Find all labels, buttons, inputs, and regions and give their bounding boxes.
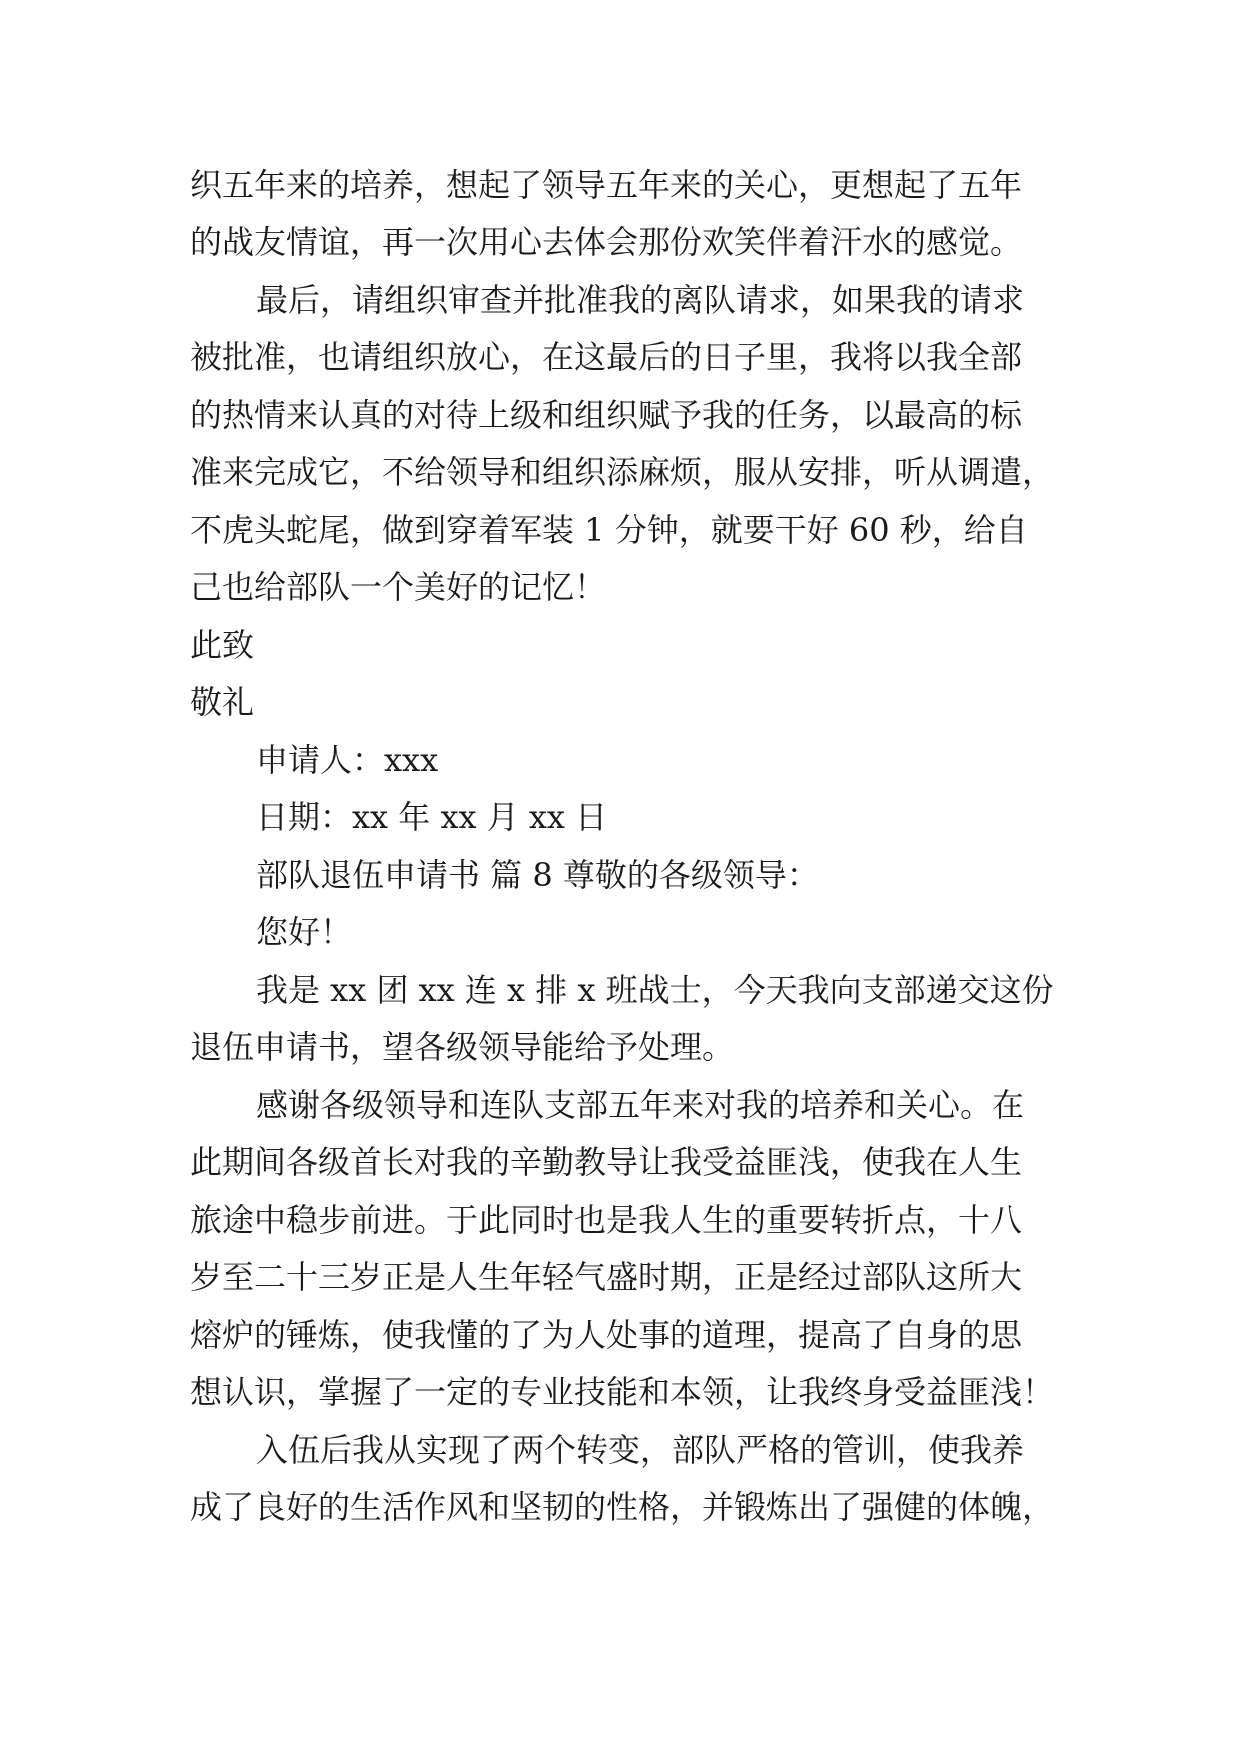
text-line: 的战友情谊，再一次用心去体会那份欢笑伴着汗水的感觉。 — [190, 223, 1023, 261]
text-line: 己也给部队一个美好的记忆！ — [190, 568, 607, 606]
text-line: 被批准，也请组织放心，在这最后的日子里，我将以我全部 — [190, 338, 1023, 376]
text-line: 织五年来的培养，想起了领导五年来的关心，更想起了五年 — [190, 166, 1023, 204]
section-heading: 部队退伍申请书 篇 8 尊敬的各级领导： — [256, 856, 819, 894]
text-line: 旅途中稳步前进。于此同时也是我人生的重要转折点，十八 — [190, 1201, 1023, 1239]
applicant-line: 申请人：xxx — [256, 741, 439, 779]
text-line: 想认识，掌握了一定的专业技能和本领，让我终身受益匪浅！ — [190, 1373, 1055, 1411]
text-line: 熔炉的锤炼，使我懂的了为人处事的道理，提高了自身的思 — [190, 1316, 1023, 1354]
text-line: 我是 xx 团 xx 连 x 排 x 班战士，今天我向支部递交这份 — [256, 971, 1054, 1009]
closing-regards: 敬礼 — [190, 683, 255, 721]
text-line: 不虎头蛇尾，做到穿着军装 1 分钟，就要干好 60 秒，给自 — [190, 511, 1028, 549]
text-line: 退伍申请书，望各级领导能给予处理。 — [190, 1028, 735, 1066]
date-line: 日期：xx 年 xx 月 xx 日 — [256, 798, 608, 836]
text-line: 岁至二十三岁正是人生年轻气盛时期，正是经过部队这所大 — [190, 1258, 1023, 1296]
text-line: 准来完成它，不给领导和组织添麻烦，服从安排，听从调遣， — [190, 453, 1055, 491]
text-line: 此期间各级首长对我的辛勤教导让我受益匪浅，使我在人生 — [190, 1143, 1023, 1181]
text-line: 入伍后我从实现了两个转变，部队严格的管训，使我养 — [256, 1431, 1025, 1469]
text-line: 的热情来认真的对待上级和组织赋予我的任务，以最高的标 — [190, 396, 1023, 434]
text-line: 最后，请组织审查并批准我的离队请求，如果我的请求 — [256, 281, 1025, 319]
closing-salutation: 此致 — [190, 626, 255, 664]
greeting: 您好！ — [256, 913, 353, 951]
text-line: 成了良好的生活作风和坚韧的性格，并锻炼出了强健的体魄， — [190, 1488, 1055, 1526]
text-line: 感谢各级领导和连队支部五年来对我的培养和关心。在 — [256, 1086, 1025, 1124]
